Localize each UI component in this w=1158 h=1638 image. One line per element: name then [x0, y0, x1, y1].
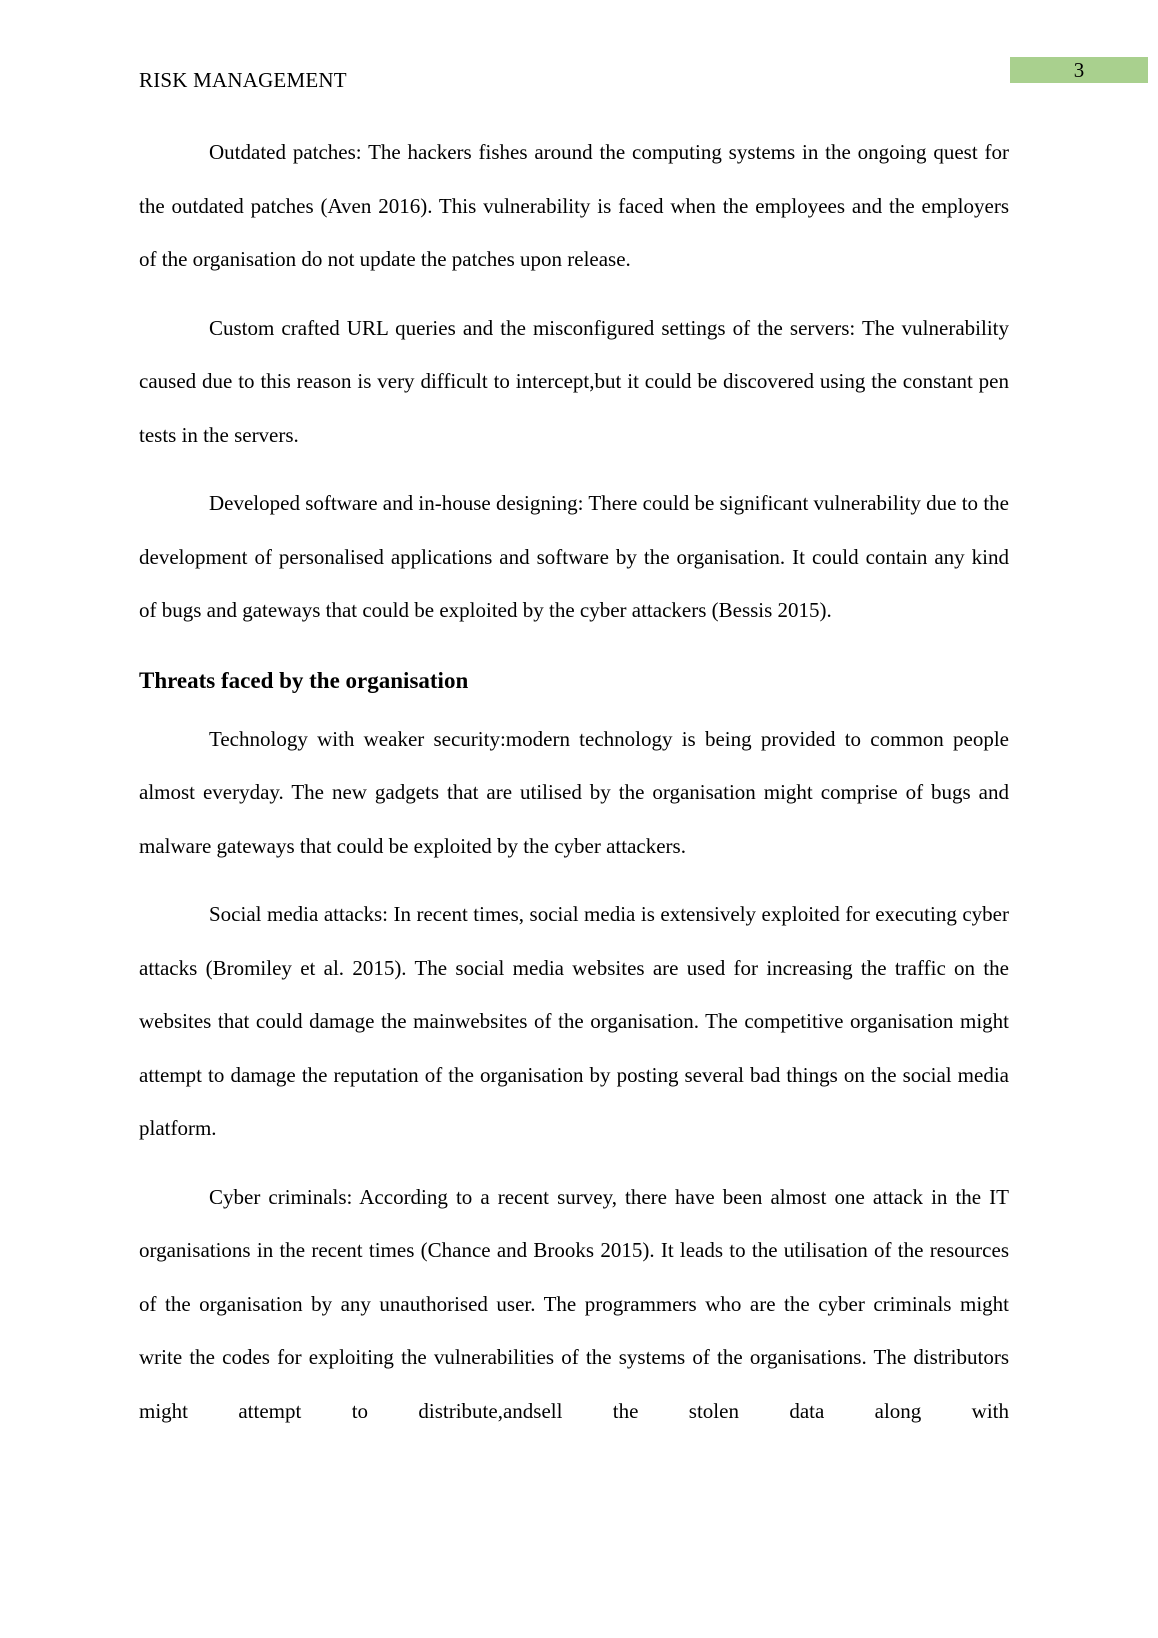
paragraph-url-queries: Custom crafted URL queries and the misconfigured settings of the servers: The vulnerability caused due to this reason is very difficult to intercept,but it could be discovered using the constant pen tests in the servers. — [139, 315, 1009, 447]
section-heading-threats: Threats faced by the organisation — [139, 667, 469, 693]
paragraph-cyber-criminals: Cyber criminals: According to a recent survey, there have been almost one attack in the IT organisations in the recent times (Chance and Brooks 2015). It leads to the utilisation of the resources of the organisation by any unauthorised user. The programmers who are the cyber criminals might write the codes for exploiting the vulnerabilities of the systems of the organisations. The distributors might attempt to distribute,andsell the stolen data along with — [139, 1184, 1009, 1423]
paragraph-outdated-patches: Outdated patches: The hackers fishes around the computing systems in the ongoing quest for the outdated patches (Aven 2016). This vulnerability is faced when the employees and the employers of the organisation do not update the patches upon release. — [139, 140, 1009, 271]
document-body — [139, 126, 1009, 1453]
paragraph-weak-technology: Technology with weaker security:modern technology is being provided to common people almost everyday. The new gadgets that are utilised by the organisation might comprise of bugs and malware gateways that could be exploited by the cyber attackers. — [139, 726, 1009, 858]
paragraph-in-house-software: Developed software and in-house designing: There could be significant vulnerability due to the development of personalised applications and software by the organisation. It could contain any kind of bugs and gateways that could be exploited by the cyber attackers (Bessis 2015). — [139, 491, 1009, 622]
running-head: RISK MANAGEMENT — [139, 68, 347, 92]
paragraph-social-media-attacks: Social media attacks: In recent times, social media is extensively exploited for executing cyber attacks (Bromiley et al. 2015). The social media websites are used for increasing the traffic on the websites that could damage the mainwebsites of the organisation. The competitive organisation might attempt to damage the reputation of the organisation by posting several bad things on the social media platform. — [139, 902, 1009, 1140]
page-number: 3 — [1010, 57, 1148, 83]
